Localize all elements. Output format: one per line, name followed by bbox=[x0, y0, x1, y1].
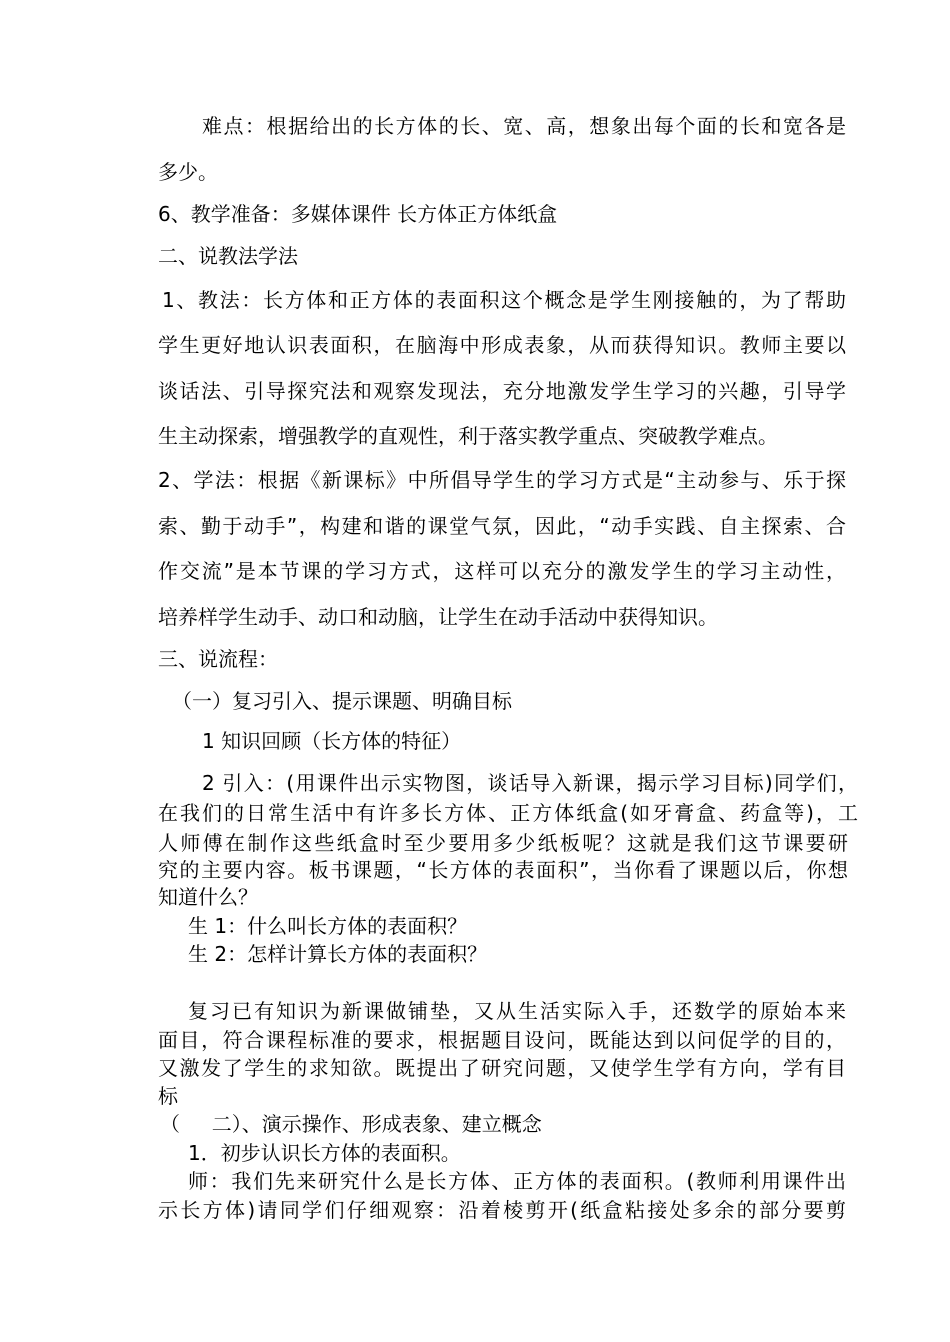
text-line: 复习已有知识为新课做铺垫，又从生活实际入手，还数学的原始本来 bbox=[188, 999, 846, 1023]
text-line: 谈话法、引导探究法和观察发现法，充分地激发学生学习的兴趣，引导学 bbox=[158, 379, 846, 403]
text-line: 2 引入：(用课件出示实物图，谈话导入新课，揭示学习目标)同学们， bbox=[202, 771, 858, 795]
text-line: 6、教学准备：多媒体课件 长方体正方体纸盒 bbox=[158, 202, 558, 226]
text-line: 示长方体)请同学们仔细观察：沿着棱剪开(纸盒粘接处多余的部分要剪 bbox=[158, 1198, 846, 1222]
text-line: 生 2：怎样计算长方体的表面积？ bbox=[188, 942, 488, 966]
text-line: 究的主要内容。板书课题，“长方体的表面积”，当你看了课题以后，你想 bbox=[158, 858, 848, 882]
text-line: 1 知识回顾（长方体的特征） bbox=[202, 729, 462, 753]
text-line: 1、教法：长方体和正方体的表面积这个概念是学生刚接触的，为了帮助 bbox=[162, 288, 846, 312]
text-line: 多少。 bbox=[158, 160, 218, 184]
text-line: 索、勤于动手”，构建和谐的课堂气氛，因此，“动手实践、自主探索、合 bbox=[158, 514, 846, 538]
text-line: 在我们的日常生活中有许多长方体、正方体纸盒(如牙膏盒、药盒等)，工 bbox=[158, 801, 858, 825]
text-line: 知道什么？ bbox=[158, 885, 258, 909]
text-line: 面目，符合课程标准的要求，根据题目设问，既能达到以问促学的目的， bbox=[158, 1028, 846, 1052]
section-heading: 二、说教法学法 bbox=[158, 244, 298, 268]
text-line: 难点：根据给出的长方体的长、宽、高，想象出每个面的长和宽各是 bbox=[202, 114, 846, 138]
text-line: 生主动探索，增强教学的直观性，利于落实教学重点、突破教学难点。 bbox=[158, 424, 778, 448]
text-line: 1．初步认识长方体的表面积。 bbox=[188, 1141, 461, 1165]
subsection-heading: （一）复习引入、提示课题、明确目标 bbox=[172, 689, 512, 713]
text-line: 学生更好地认识表面积，在脑海中形成表象，从而获得知识。教师主要以 bbox=[158, 333, 846, 357]
section-heading: 三、说流程： bbox=[158, 647, 278, 671]
text-line: 生 1：什么叫长方体的表面积？ bbox=[188, 914, 468, 938]
text-line: 培养样学生动手、动口和动脑，让学生在动手活动中获得知识。 bbox=[158, 605, 718, 629]
text-line: 作交流”是本节课的学习方式，这样可以充分的激发学生的学习主动性， bbox=[158, 559, 846, 583]
text-line: 标 bbox=[158, 1084, 178, 1108]
text-line: 人师傅在制作这些纸盒时至少要用多少纸板呢？这就是我们这节课要研 bbox=[158, 831, 848, 855]
text-line: 师：我们先来研究什么是长方体、正方体的表面积。(教师利用课件出 bbox=[188, 1169, 846, 1193]
subsection-heading: （ 二）、演示操作、形成表象、建立概念 bbox=[160, 1112, 542, 1136]
text-line: 2、学法：根据《新课标》中所倡导学生的学习方式是“主动参与、乐于探 bbox=[158, 468, 846, 492]
text-line: 又激发了学生的求知欲。既提出了研究问题，又使学生学有方向，学有目 bbox=[158, 1056, 846, 1080]
